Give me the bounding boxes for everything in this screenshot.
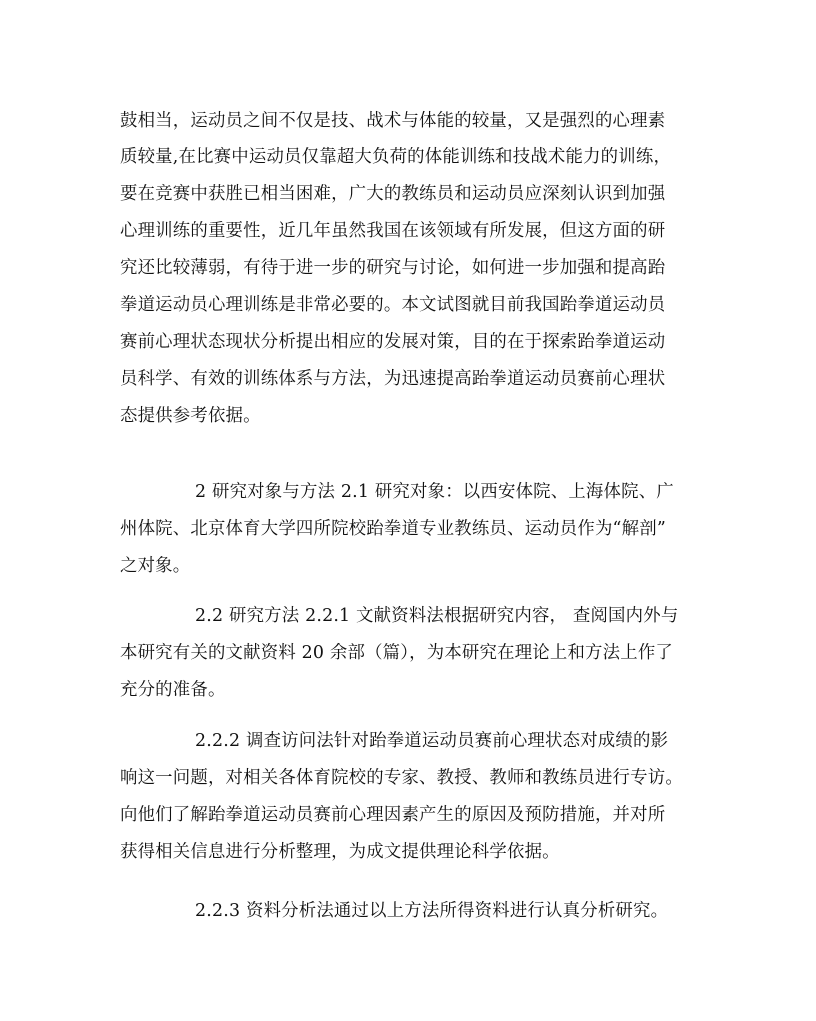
text-line: 州体院、北京体育大学四所院校跆拳道专业教练员、运动员作为“解剖” <box>120 519 666 539</box>
text-line: 态提供参考依据。 <box>120 406 261 426</box>
text-line: 员科学、有效的训练体系与方法，为迅速提高跆拳道运动员赛前心理状 <box>120 369 666 389</box>
text-line: 获得相关信息进行分析整理，为成文提供理论科学依据。 <box>120 842 560 862</box>
text-line: 拳道运动员心理训练是非常必要的。本文试图就目前我国跆拳道运动员 <box>120 295 666 315</box>
text-line: 心理训练的重要性，近几年虽然我国在该领域有所发展，但这方面的研 <box>120 221 666 241</box>
text-line: 2.2.3 资料分析法通过以上方法所得资料进行认真分析研究。 <box>195 901 669 921</box>
text-line: 充分的准备。 <box>120 680 226 700</box>
text-line: 2.2.2 调查访问法针对跆拳道运动员赛前心理状态对成绩的影 <box>195 731 669 751</box>
text-line: 2 研究对象与方法 2.1 研究对象：以西安体院、上海体院、广 <box>195 482 674 502</box>
text-line: 之对象。 <box>120 556 191 576</box>
text-line: 2.2 研究方法 2.2.1 文献资料法根据研究内容， 查阅国内外与 <box>195 606 679 626</box>
text-line: 要在竞赛中获胜已相当困难，广大的教练员和运动员应深刻认识到加强 <box>120 184 666 204</box>
text-line: 究还比较薄弱，有待于进一步的研究与讨论，如何进一步加强和提高跆 <box>120 258 666 278</box>
text-line: 赛前心理状态现状分析提出相应的发展对策，目的在于探索跆拳道运动 <box>120 332 666 352</box>
text-line: 响这一问题，对相关各体育院校的专家、教授、教师和教练员进行专访。 <box>120 768 683 788</box>
text-line: 质较量,在比赛中运动员仅靠超大负荷的体能训练和技战术能力的训练， <box>120 147 672 167</box>
text-line: 鼓相当，运动员之间不仅是技、战术与体能的较量，又是强烈的心理素 <box>120 111 666 131</box>
text-line: 本研究有关的文献资料 20 余部（篇），为本研究在理论上和方法上作了 <box>120 643 674 663</box>
text-line: 向他们了解跆拳道运动员赛前心理因素产生的原因及预防措施，并对所 <box>120 805 666 825</box>
